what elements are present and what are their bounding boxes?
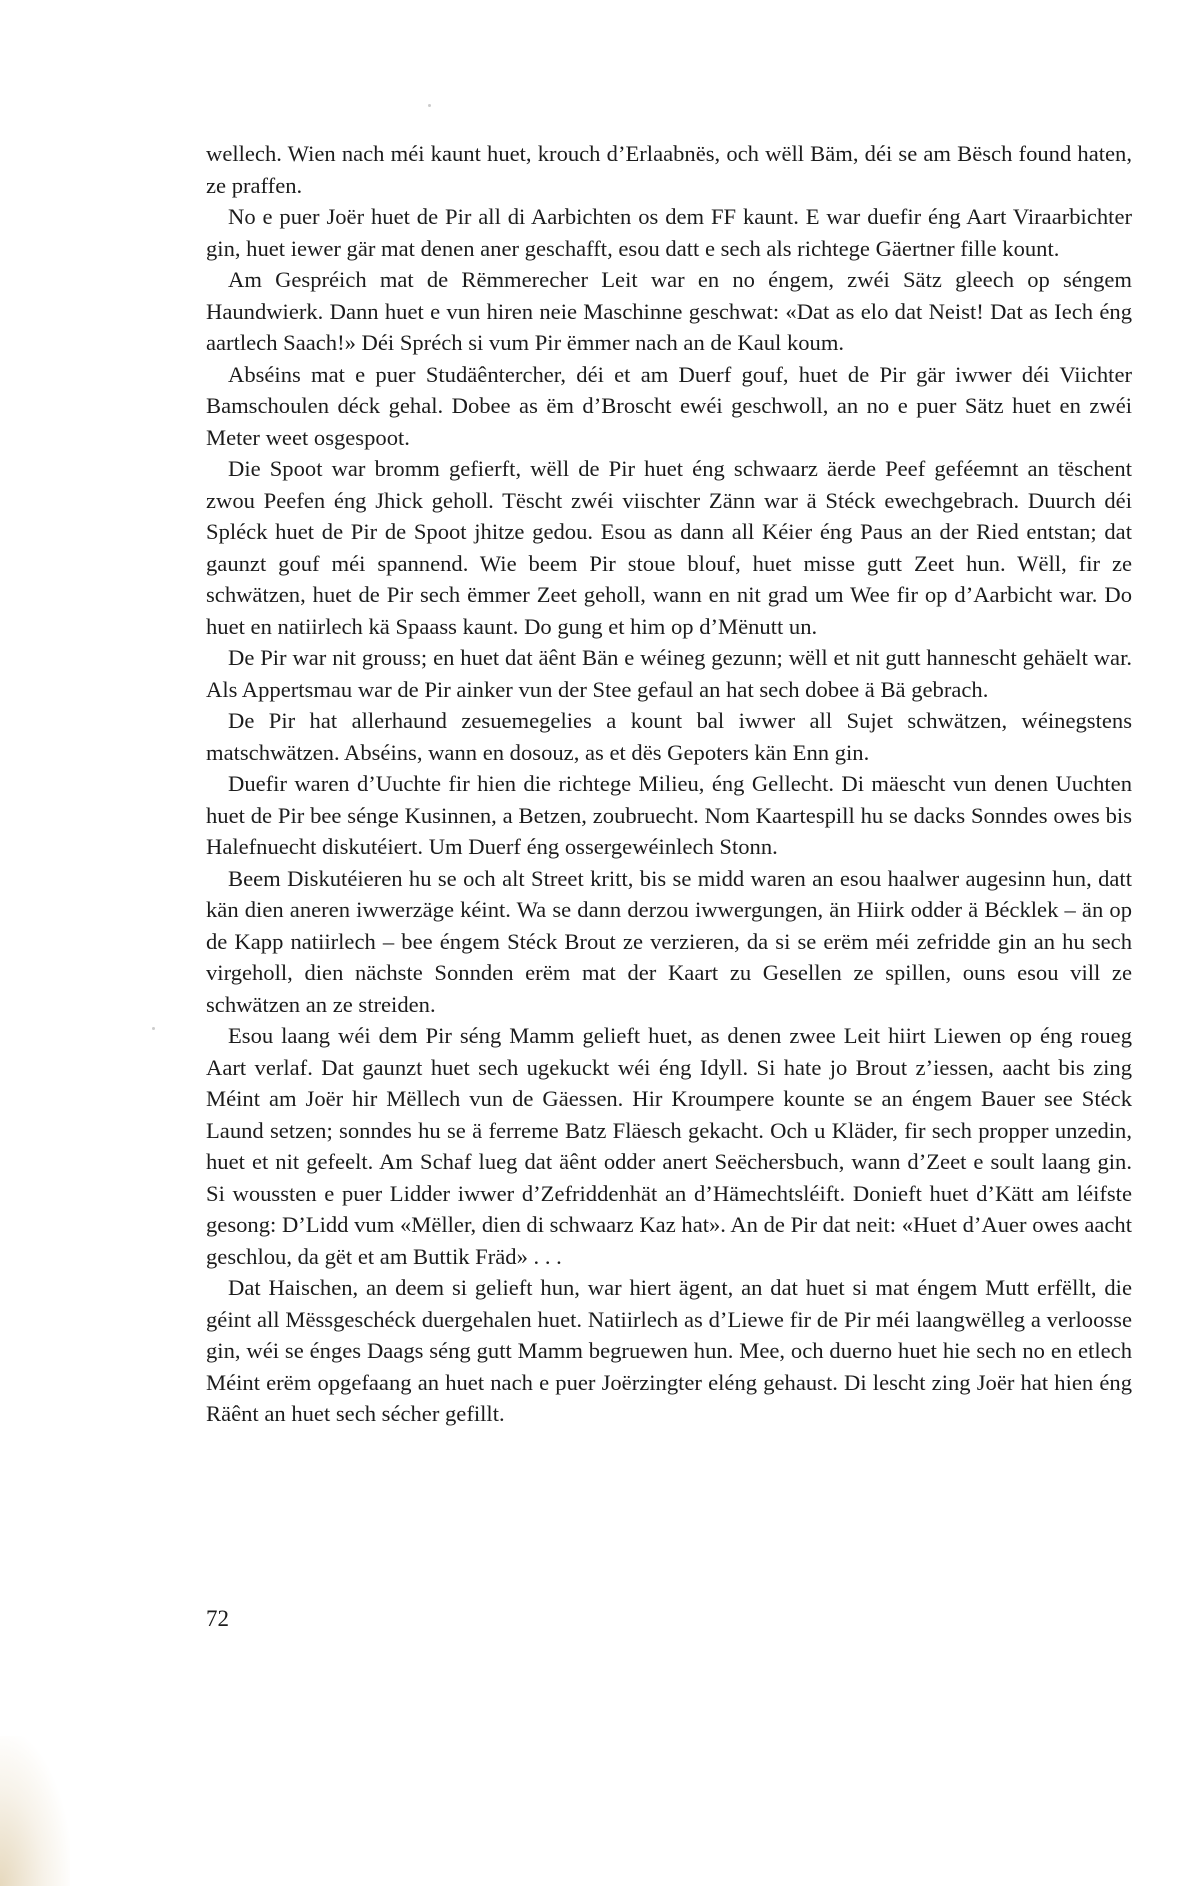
paragraph: De Pir hat allerhaund zesuemegelies a kount bal iwwer all Sujet schwätzen, wéinegstens matschwätzen. Abséins, wann en dosouz, as et dës Gepoters kän Enn gin. [206, 708, 1132, 765]
paragraph: Abséins mat e puer Studäêntercher, déi et am Duerf gouf, huet de Pir gär iwwer déi Viichter Bamschoulen déck gehal. Dobee as ëm d’Broscht ewéi geschwoll, an no e puer Sätz huet en zwéi Meter weet osgespoot. [206, 361, 1132, 450]
paragraph: Esou laang wéi dem Pir séng Mamm gelieft huet, as denen zwee Leit hiirt Liewen op éng roueg Aart verlaf. Dat gaunzt huet sech ugekuckt wéi éng Idyll. Si hate jo Brout z’iessen, aacht bis zing Méint am Joër hir Mëllech vun de Gäessen. Hir Kroumpere kounte se an éngem Bauer see Stéck Laund setzen; sonndes hu se ä ferreme Batz Fläesch gekacht. Och u Kläder, fir sech propper unzedin, huet et nit gefeelt. Am Schaf lueg dat äênt odder anert Seëchersbuch, wann d’Zeet e soult laang gin. Si woussten e puer Lidder iwwer d’Zefriddenhät an d’Hämechtsléift. Donieft huet d’Kätt am léifste gesong: D’Lidd vum «Mëller, dien di schwaarz Kaz hat». An de Pir dat neit: «Huet d’Auer owes aacht geschlou, da gët et am Buttik Fräd» . . . [206, 1023, 1132, 1269]
page-body [206, 138, 1132, 1430]
paper-speck [152, 1027, 155, 1030]
paragraph: Am Gespréich mat de Rëmmerecher Leit war en no éngem, zwéi Sätz gleech op séngem Haundwierk. Dann huet e vun hiren neie Maschinne geschwat: «Dat as elo dat Neist! Dat as Iech éng aartlech Saach!» Déi Spréch si vum Pir ëmmer nach an de Kaul koum. [206, 267, 1132, 355]
page-number: 72 [206, 1606, 229, 1631]
paragraph: Duefir waren d’Uuchte fir hien die richtege Milieu, éng Gellecht. Di mäescht vun denen Uuchten huet de Pir bee sénge Kusinnen, a Betzen, zoubruecht. Nom Kaartespill hu se dacks Sonndes owes bis Halefnuecht diskutéiert. Um Duerf éng ossergewéinlech Stonn. [206, 771, 1132, 859]
paragraph: Die Spoot war bromm gefierft, wëll de Pir huet éng schwaarz äerde Peef geféemnt an tëschent zwou Peefen éng Jhick geholl. Tëscht zwéi viischter Zänn war ä Stéck ewechgebrach. Duurch déi Spléck huet de Pir de Spoot jhitze gedou. Esou as dann all Kéier éng Paus an der Ried entstan; dat gaunzt gouf méi spannend. Wie beem Pir stoue blouf, huet misse gutt Zeet hun. Wëll, fir ze schwätzen, huet de Pir sech ëmmer Zeet geholl, wann en nit grad um Wee fir op d’Aarbicht war. Do huet en natiirlech kä Spaass kaunt. Do gung et him op d’Mënutt un. [206, 456, 1132, 639]
paper-speck [428, 104, 431, 107]
paragraph: De Pir war nit grouss; en huet dat äênt Bän e wéineg gezunn; wëll et nit gutt hannescht gehäelt war. Als Appertsmau war de Pir ainker vun der Stee gefaul an hat sech dobee ä Bä gebrach. [206, 645, 1132, 702]
paragraph: Dat Haischen, an deem si gelieft hun, war hiert ägent, an dat huet si mat éngem Mutt erfëllt, die géint all Mëssgeschéck duergehalen huet. Natiirlech as d’Liewe fir de Pir méi laangwëlleg a verloosse gin, wéi se énges Daags séng gutt Mamm begruewen hun. Mee, och duerno huet hie sech no en etlech Méint erëm opgefaang an huet nach e puer Joërzingter eléng gehaust. Di lescht zing Joër hat hien éng Räênt an huet sech sécher gefillt. [206, 1275, 1132, 1426]
paragraph: wellech. Wien nach méi kaunt huet, krouch d’Erlaabnës, och wëll Bäm, déi se am Bësch found haten, ze praffen. [206, 141, 1132, 198]
paragraph: No e puer Joër huet de Pir all di Aarbichten os dem FF kaunt. E war duefir éng Aart Viraarbichter gin, huet iewer gär mat denen aner geschafft, esou datt e sech als richtege Gäertner fille kount. [206, 204, 1132, 261]
paper-edge-shadow [0, 1736, 70, 1886]
paragraph: Beem Diskutéieren hu se och alt Street kritt, bis se midd waren an esou haalwer augesinn hun, datt kän dien aneren iwwerzäge kéint. Wa se dann derzou iwwergungen, än Hiirk odder ä Bécklek – än op de Kapp natiirlech – bee éngem Stéck Brout ze verzieren, da si se erëm méi zefridde gin an hu sech virgeholl, dien nächste Sonnden erëm mat der Kaart zu Gesellen ze spillen, ouns esou vill ze schwätzen an ze streiden. [206, 865, 1132, 1017]
